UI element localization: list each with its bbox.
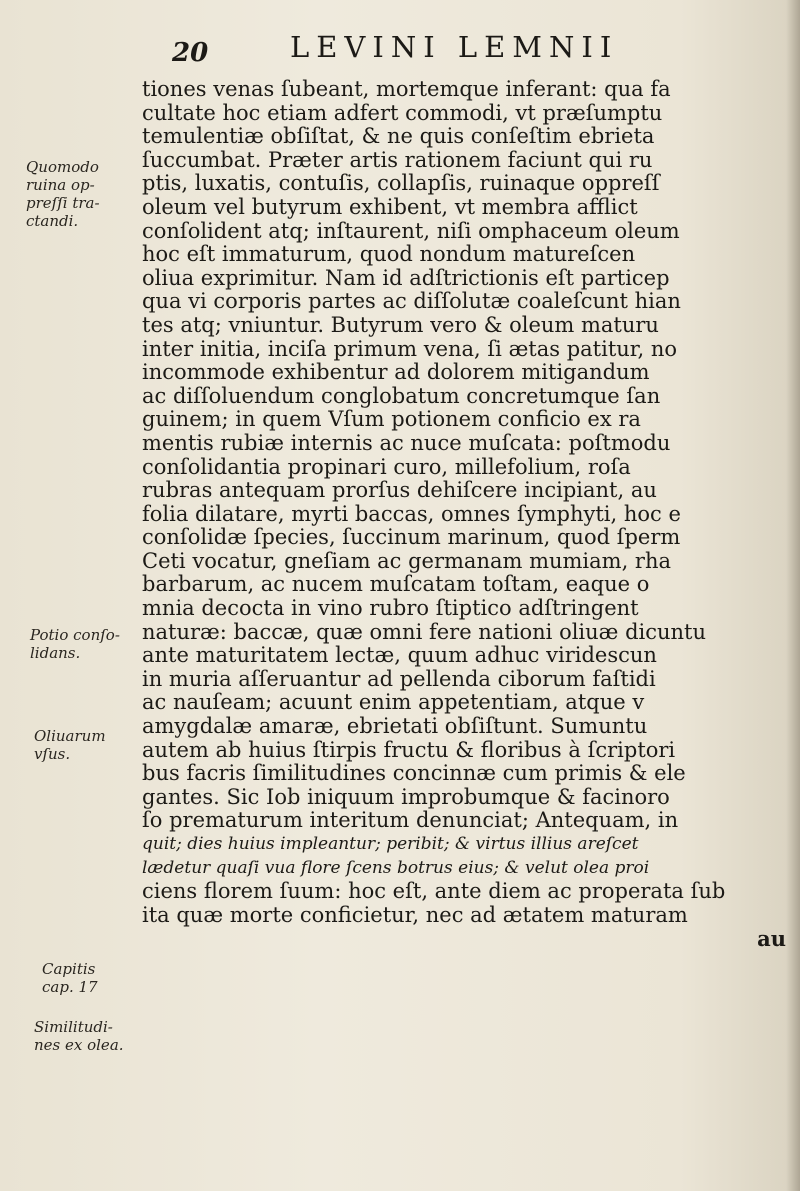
- text-line-italic: lædetur quaſi vua flore ſcens botrus eius; & velut olea proi: [142, 857, 650, 878]
- text-line: gantes. Sic Iob iniquum improbumque & facinoro: [142, 785, 670, 809]
- text-line: ac nauſeam; acuunt enim appetentiam, atque v: [142, 691, 645, 715]
- margin-note-line: Quomodo: [26, 158, 99, 176]
- margin-note-line: Capitis: [42, 960, 96, 978]
- text-line: cultate hoc etiam adfert commodi, vt præſumptu: [142, 101, 663, 125]
- text-line: tiones venas ſubeant, mortemque inferant: qua fa: [142, 78, 671, 101]
- text-line: rubras antequam prorſus dehiſcere incipiant, au: [142, 479, 657, 503]
- text-line-italic: quit; dies huius impleantur; peribit; & virtus illius areſcet: [142, 834, 639, 854]
- text-line: ſo prematurum interitum denunciat; Antequam, in: [142, 809, 679, 833]
- text-line: Ceti vocatur, gneſiam ac germanam mumiam, rha: [142, 549, 672, 573]
- text-line: in muria aſſeruantur ad pellenda ciborum faſtidi: [142, 667, 656, 691]
- margin-note-line: preſſi tra-: [26, 194, 100, 212]
- text-line: bus facris ſimilitudines concinnæ cum primis & ele: [142, 762, 686, 786]
- text-line: guinem; in quem Vſum potionem conficio ex ra: [142, 408, 641, 432]
- text-line: amygdalæ amaræ, ebrietati obſiſtunt. Sumuntu: [142, 715, 648, 739]
- text-line: ſuccumbat. Præter artis rationem faciunt qui ru: [142, 148, 653, 172]
- text-line: temulentiæ obſiſtat, & ne quis conſeſtim ebrieta: [142, 125, 655, 149]
- margin-note-line: Similitudi-: [34, 1018, 113, 1036]
- text-line: ita quæ morte conficietur, nec ad ætatem maturam: [142, 903, 688, 927]
- text-line: incommode exhibentur ad dolorem mitigandum: [142, 361, 650, 385]
- text-line: conſolidæ ſpecies, ſuccinum marinum, quod ſperm: [142, 526, 681, 550]
- catchword: au: [757, 927, 786, 951]
- text-line: barbarum, ac nucem muſcatam toſtam, eaque o: [142, 573, 650, 597]
- text-line: naturæ: baccæ, quæ omni fere nationi oliuæ dicuntu: [142, 620, 707, 644]
- margin-note-line: Potio conſo-: [30, 626, 120, 644]
- text-line: autem ab huius ſtirpis fructu & floribus à ſcriptori: [142, 738, 676, 762]
- text-line: hoc eſt immaturum, quod nondum matureſcen: [142, 243, 636, 267]
- margin-note-line: lidans.: [30, 644, 81, 662]
- text-line: ciens florem ſuum: hoc eſt, ante diem ac properata ſub: [142, 880, 726, 904]
- page-number: 20: [172, 38, 209, 68]
- text-line: qua vi corporis partes ac diſſolutæ coaleſcunt hian: [142, 290, 681, 314]
- text-line: oliua exprimitur. Nam id adſtrictionis eſt particep: [142, 266, 670, 290]
- margin-note-line: Oliuarum: [34, 727, 106, 745]
- text-line: folia dilatare, myrti baccas, omnes ſymphyti, hoc e: [142, 502, 681, 526]
- margin-note-line: cap. 17: [42, 978, 98, 996]
- text-line: ptis, luxatis, contuſis, collapſis, ruinaque oppreſſ: [142, 172, 660, 196]
- text-line: conſolident atq; inſtaurent, niſi omphaceum oleum: [142, 219, 680, 243]
- text-line: ac diſſoluendum conglobatum concretumque ſan: [142, 384, 661, 408]
- margin-note-line: ctandi.: [26, 212, 79, 230]
- text-line: ante maturitatem lectæ, quum adhuc viridescun: [142, 644, 657, 668]
- text-line: mentis rubiæ internis ac nuce muſcata: poſtmodu: [142, 431, 671, 455]
- text-line: oleum vel butyrum exhibent, vt membra afflict: [142, 195, 638, 219]
- margin-note-line: nes ex olea.: [34, 1036, 124, 1054]
- text-line: tes atq; vniuntur. Butyrum vero & oleum maturu: [142, 313, 659, 337]
- body-text: [142, 78, 790, 1138]
- margin-note-line: ruina op-: [26, 176, 95, 194]
- text-line: inter initia, inciſa primum vena, ſi ætas patitur, no: [142, 337, 678, 361]
- header-title: LEVINI LEMNII: [290, 30, 619, 64]
- text-line: mnia decocta in vino rubro ſtiptico adſtringent: [142, 597, 639, 621]
- margin-note-line: vſus.: [34, 745, 71, 763]
- running-head: [0, 18, 800, 78]
- text-line: conſolidantia propinari curo, millefolium, roſa: [142, 455, 631, 479]
